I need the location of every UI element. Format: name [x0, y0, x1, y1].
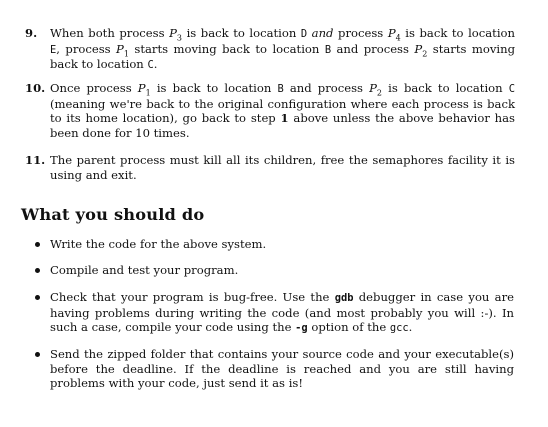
item-text: When both process $P_3$ is back to location D and process $P_4$ is back to location E, process $P_1$ starts moving back to location B and process $P_2$ starts moving back to location C. — [50, 26, 515, 72]
item-number: 9. — [25, 26, 38, 40]
bullet-item — [35, 290, 514, 336]
bullet-icon — [35, 295, 40, 300]
item-number: 10. — [25, 81, 46, 95]
bullet-text: Check that your program is bug-free. Use the gdb debugger in case you are having problems during writing the code (and most probably you will :-). In such a case, compile your code using the -g option of the gcc. — [50, 290, 514, 335]
bullet-text: Compile and test your program. — [50, 263, 239, 277]
list-item-11 — [25, 153, 515, 182]
bullet-icon — [35, 352, 40, 357]
bullet-item — [35, 237, 514, 252]
bullet-item — [35, 347, 514, 391]
item-text: Once process $P_1$ is back to location B and process $P_2$ is back to location C (meaning we're back to the original configuration where each process is back to its home location), go back to step 1 above unless the above behavior has been done for 10 times. — [50, 81, 516, 140]
list-item-9 — [25, 26, 515, 73]
bullet-icon — [35, 242, 40, 247]
item-number: 11. — [25, 153, 46, 167]
bullet-text: Send the zipped folder that contains your source code and your executable(s) before the deadline. If the deadline is reached and you are still having problems with your code, just send it as is! — [50, 347, 514, 391]
bullet-text: Write the code for the above system. — [50, 237, 267, 251]
list-item-10 — [25, 81, 515, 140]
section-heading: What you should do — [21, 205, 205, 224]
item-text: The parent process must kill all its children, free the semaphores facility it is using and exit. — [50, 153, 515, 182]
bullet-icon — [35, 268, 40, 273]
bullet-item — [35, 263, 514, 278]
